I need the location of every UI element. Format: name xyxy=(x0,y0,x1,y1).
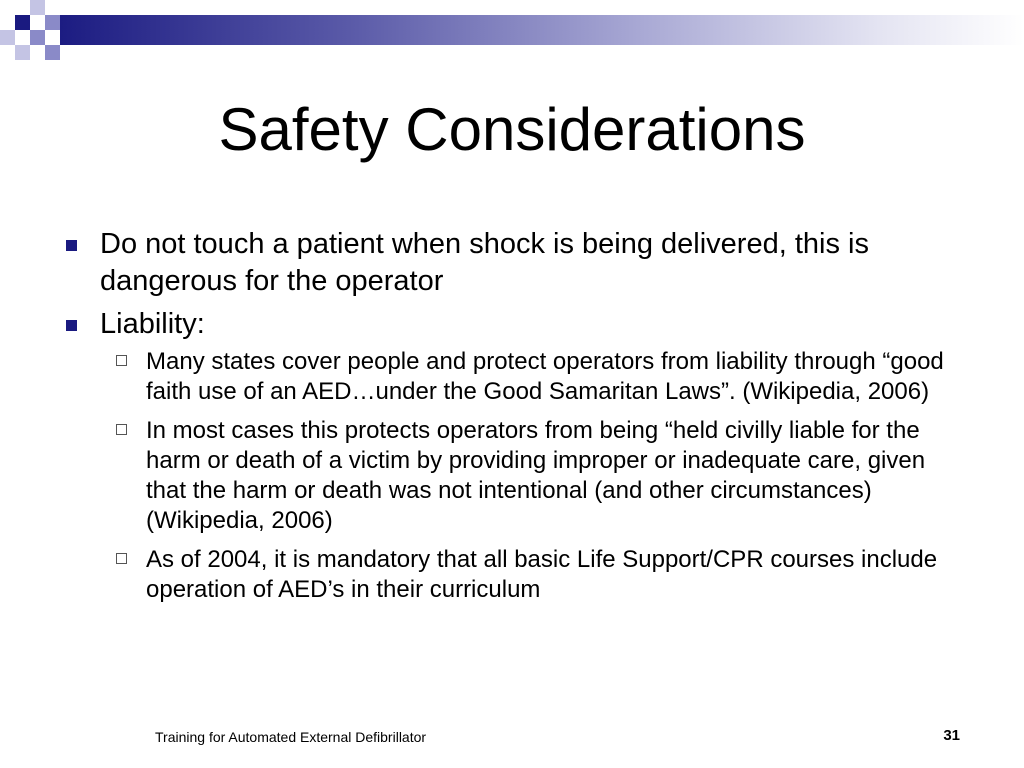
sub-bullet-text: As of 2004, it is mandatory that all basic Life Support/CPR courses include operation of AED’s in their curriculum xyxy=(146,546,938,603)
square-bullet-icon xyxy=(66,320,77,331)
sub-bullet-item xyxy=(100,416,962,536)
decor-square xyxy=(15,45,30,60)
bullet-item xyxy=(62,226,962,300)
sub-bullet-item xyxy=(100,347,962,407)
decor-square xyxy=(30,15,45,30)
decor-square xyxy=(45,15,60,30)
hollow-square-bullet-icon xyxy=(116,355,127,366)
sub-bullet-text: In most cases this protects operators from being “held civilly liable for the harm or death of a victim by providing improper or inadequate care, given that the harm or death was not intentional (and other circumstances) (Wikipedia, 2006) xyxy=(146,417,926,534)
bullet-text: Do not touch a patient when shock is being delivered, this is dangerous for the operator xyxy=(100,228,869,297)
sub-bullet-item xyxy=(100,545,962,605)
footer-text: Training for Automated External Defibrillator xyxy=(155,729,427,745)
slide-title: Safety Considerations xyxy=(218,96,806,163)
bullet-item xyxy=(62,306,962,605)
slide-content xyxy=(62,226,962,614)
header-gradient-band xyxy=(60,15,1024,45)
decor-square xyxy=(0,30,15,45)
hollow-square-bullet-icon xyxy=(116,553,127,564)
bullet-list xyxy=(62,226,962,605)
sub-bullet-list xyxy=(100,347,962,605)
page-number: 31 xyxy=(943,727,960,744)
square-bullet-icon xyxy=(66,240,77,251)
bullet-text: Liability: xyxy=(100,308,205,340)
decor-square xyxy=(30,0,45,15)
hollow-square-bullet-icon xyxy=(116,424,127,435)
sub-bullet-text: Many states cover people and protect operators from liability through “good faith use of an AED…under the Good Samaritan Laws”. (Wikipedia, 2006) xyxy=(146,348,944,405)
decor-square xyxy=(30,30,45,45)
decor-square xyxy=(45,45,60,60)
decor-square xyxy=(15,15,30,30)
